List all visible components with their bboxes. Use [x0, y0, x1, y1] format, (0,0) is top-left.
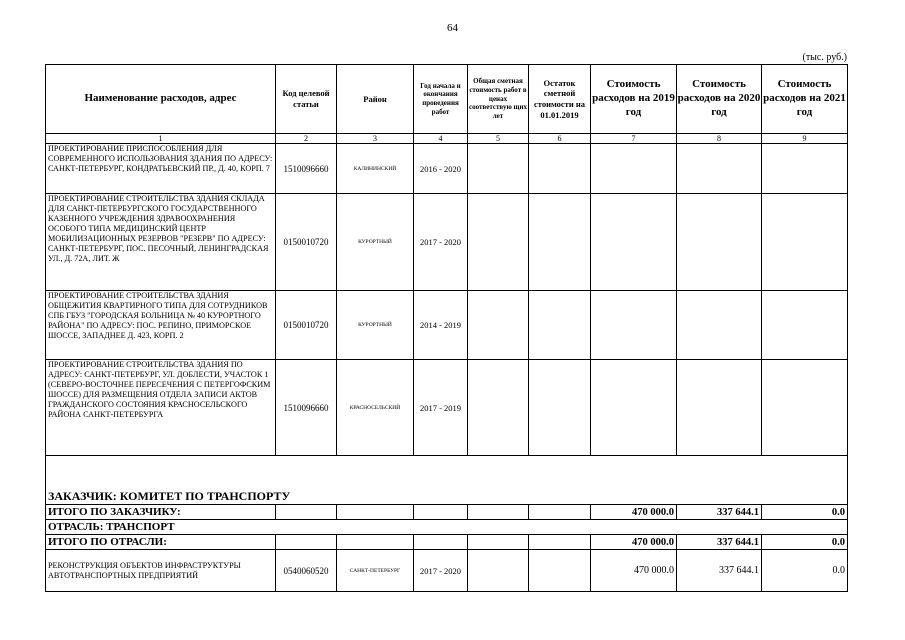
table-row [46, 291, 848, 360]
item-district: КРАСНОСЕЛЬСКИЙ [337, 360, 414, 456]
item-cost-2019 [591, 194, 677, 291]
item-years: 2017 - 2020 [414, 550, 468, 592]
item-cost-2020 [677, 144, 762, 194]
item-cost-2021 [762, 144, 848, 194]
unit-label: (тыс. руб.) [802, 52, 847, 63]
item-code: 0150010720 [276, 291, 337, 360]
header-years: Год начала и окончания проведения работ [414, 65, 468, 134]
branch-total-2019: 470 000.0 [591, 535, 677, 550]
item-estimate [468, 291, 529, 360]
table-row [46, 360, 848, 456]
item-remainder [529, 550, 591, 592]
item-district: КУРОРТНЫЙ [337, 194, 414, 291]
header-cost-2021: Стоимость расходов на 2021 год [762, 65, 848, 134]
item-district: САНКТ-ПЕТЕРБУРГ [337, 550, 414, 592]
header-estimate: Общая сметная стоимость работ в ценах соответствую щих лет [468, 65, 529, 134]
item-cost-2020 [677, 360, 762, 456]
page-number: 64 [447, 22, 458, 34]
item-years: 2016 - 2020 [414, 144, 468, 194]
item-district: КАЛИНИНСКИЙ [337, 144, 414, 194]
customer-total-2021: 0.0 [762, 505, 848, 520]
branch-header-row [46, 520, 848, 535]
item-name: ПРОЕКТИРОВАНИЕ СТРОИТЕЛЬСТВА ЗДАНИЯ ОБЩЕЖИТИЯ КВАРТИРНОГО ТИПА ДЛЯ СОТРУДНИКОВ СПБ ГБУЗ "ГОРОДСКАЯ БОЛЬНИЦА № 40 КУРОРТНОГО РАЙОНА" ПО АДРЕСУ: ПОС. РЕПИНО, ПРИМОРСКОЕ ШОССЕ, ЗАПАДНЕЕ Д. 423, КОРП. 2 [46, 291, 276, 360]
table-row [46, 550, 848, 592]
header-cost-2019: Стоимость расходов на 2019 год [591, 65, 677, 134]
column-number: 1 [46, 134, 276, 144]
item-remainder [529, 291, 591, 360]
branch-total-2021: 0.0 [762, 535, 848, 550]
item-estimate [468, 550, 529, 592]
item-cost-2019 [591, 144, 677, 194]
item-code: 0540060520 [276, 550, 337, 592]
column-number: 9 [762, 134, 848, 144]
column-number: 3 [337, 134, 414, 144]
header-code: Код целевой статьи [276, 65, 337, 134]
branch-label: ОТРАСЛЬ: ТРАНСПОРТ [46, 520, 848, 535]
item-cost-2021: 0.0 [762, 550, 848, 592]
item-name: ПРОЕКТИРОВАНИЕ ПРИСПОСОБЛЕНИЯ ДЛЯ СОВРЕМЕННОГО ИСПОЛЬЗОВАНИЯ ЗДАНИЯ ПО АДРЕСУ: САНКТ-ПЕТЕРБУРГ, КОНДРАТЬЕВСКИЙ ПР., Д. 40, КОРП. 7 [46, 144, 276, 194]
header-district: Район [337, 65, 414, 134]
column-number-row [46, 134, 848, 144]
item-years: 2017 - 2020 [414, 194, 468, 291]
item-cost-2021 [762, 291, 848, 360]
budget-table [45, 64, 848, 592]
customer-total-2020: 337 644.1 [677, 505, 762, 520]
item-name: ПРОЕКТИРОВАНИЕ СТРОИТЕЛЬСТВА ЗДАНИЯ СКЛАДА ДЛЯ САНКТ-ПЕТЕРБУРГСКОГО ГОСУДАРСТВЕННОГО КАЗЕННОГО УЧРЕЖДЕНИЯ ЗДРАВООХРАНЕНИЯ ОСОБОГО ТИПА МЕДИЦИНСКИЙ ЦЕНТР МОБИЛИЗАЦИОННЫХ РЕЗЕРВОВ "РЕЗЕРВ" ПО АДРЕСУ: САНКТ-ПЕТЕРБУРГ, ПОС. ПЕСОЧНЫЙ, ЛЕНИНГРАДСКАЯ УЛ., Д. 72А, ЛИТ. Ж [46, 194, 276, 291]
item-cost-2021 [762, 360, 848, 456]
branch-total-2020: 337 644.1 [677, 535, 762, 550]
item-years: 2014 - 2019 [414, 291, 468, 360]
column-number: 2 [276, 134, 337, 144]
item-estimate [468, 360, 529, 456]
table-row [46, 144, 848, 194]
column-number: 8 [677, 134, 762, 144]
item-remainder [529, 360, 591, 456]
item-remainder [529, 194, 591, 291]
branch-total-row [46, 535, 848, 550]
branch-total-label: ИТОГО ПО ОТРАСЛИ: [46, 535, 276, 550]
item-cost-2019 [591, 360, 677, 456]
table-row [46, 194, 848, 291]
item-cost-2020: 337 644.1 [677, 550, 762, 592]
item-district: КУРОРТНЫЙ [337, 291, 414, 360]
item-code: 1510096660 [276, 144, 337, 194]
item-remainder [529, 144, 591, 194]
customer-header-row [46, 456, 848, 505]
customer-label: ЗАКАЗЧИК: КОМИТЕТ ПО ТРАНСПОРТУ [46, 456, 848, 505]
customer-total-label: ИТОГО ПО ЗАКАЗЧИКУ: [46, 505, 276, 520]
item-name: ПРОЕКТИРОВАНИЕ СТРОИТЕЛЬСТВА ЗДАНИЯ ПО АДРЕСУ: САНКТ-ПЕТЕРБУРГ, УЛ. ДОБЛЕСТИ, УЧАСТОК 1 (СЕВЕРО-ВОСТОЧНЕЕ ПЕРЕСЕЧЕНИЯ С ПЕТЕРГОФСКИМ ШОССЕ) ДЛЯ РАЗМЕЩЕНИЯ ОТДЕЛА ЗАПИСИ АКТОВ ГРАЖДАНСКОГО СОСТОЯНИЯ КРАСНОСЕЛЬСКОГО РАЙОНА САНКТ-ПЕТЕРБУРГА [46, 360, 276, 456]
item-name: РЕКОНСТРУКЦИЯ ОБЪЕКТОВ ИНФРАСТРУКТУРЫ АВТОТРАНСПОРТНЫХ ПРЕДПРИЯТИЙ [46, 550, 276, 592]
item-cost-2019: 470 000.0 [591, 550, 677, 592]
item-cost-2021 [762, 194, 848, 291]
column-number: 7 [591, 134, 677, 144]
item-cost-2020 [677, 291, 762, 360]
item-cost-2020 [677, 194, 762, 291]
item-code: 0150010720 [276, 194, 337, 291]
header-row [46, 65, 848, 134]
header-name: Наименование расходов, адрес [46, 65, 276, 134]
item-estimate [468, 144, 529, 194]
header-cost-2020: Стоимость расходов на 2020 год [677, 65, 762, 134]
customer-total-2019: 470 000.0 [591, 505, 677, 520]
column-number: 5 [468, 134, 529, 144]
header-remainder: Остаток сметной стоимости на 01.01.2019 [529, 65, 591, 134]
item-estimate [468, 194, 529, 291]
customer-total-row [46, 505, 848, 520]
column-number: 4 [414, 134, 468, 144]
column-number: 6 [529, 134, 591, 144]
item-years: 2017 - 2019 [414, 360, 468, 456]
item-cost-2019 [591, 291, 677, 360]
item-code: 1510096660 [276, 360, 337, 456]
